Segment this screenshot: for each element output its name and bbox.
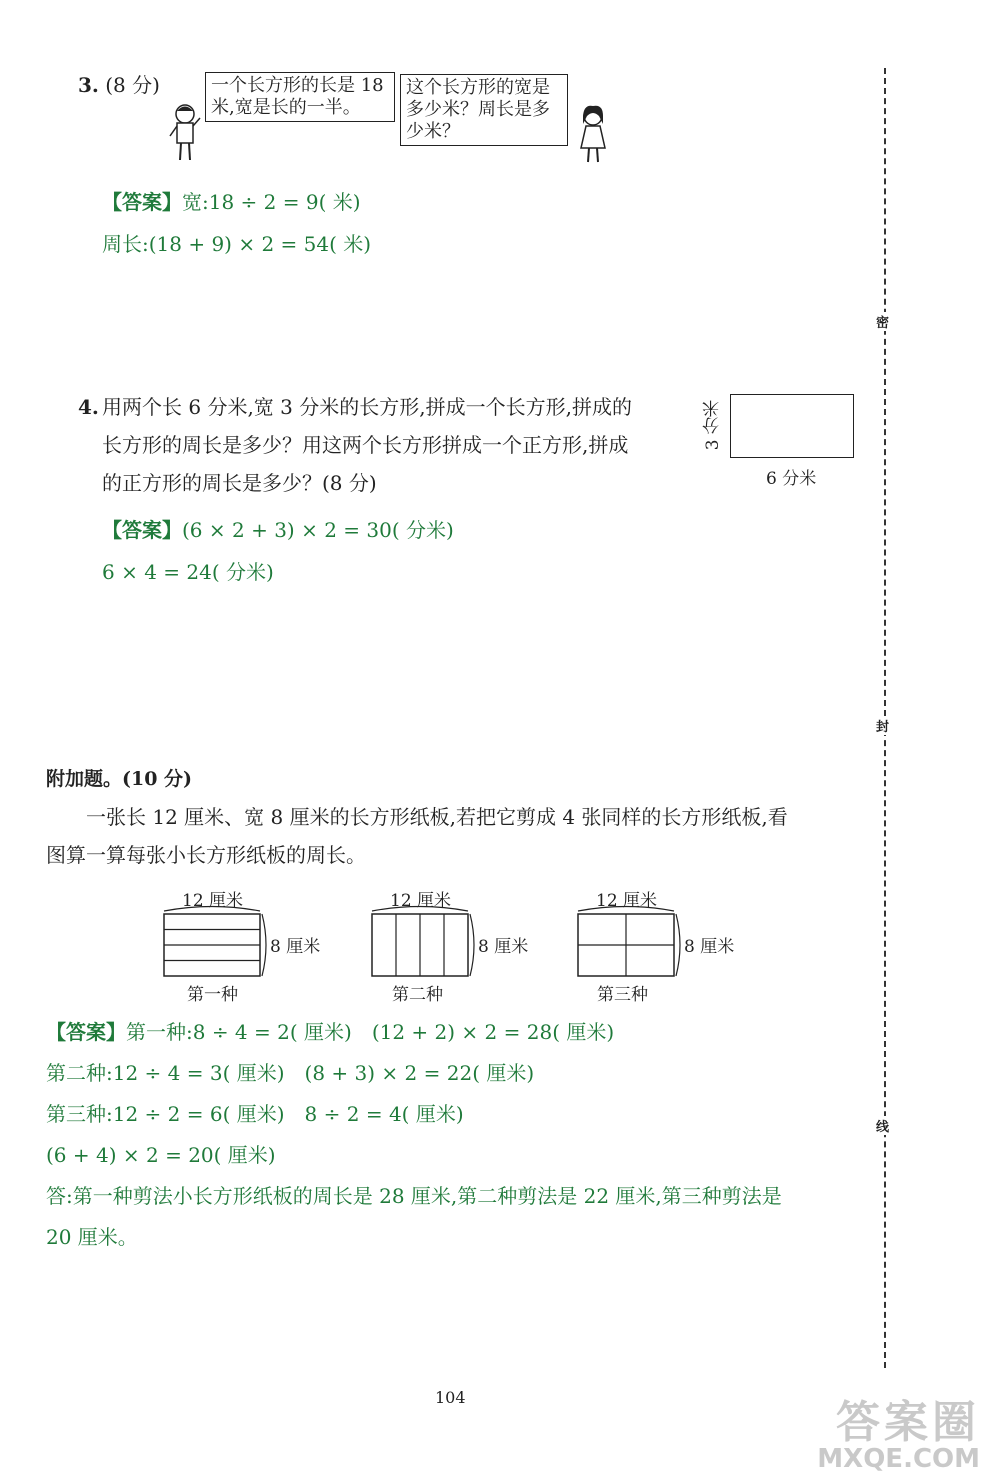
fig2-top-label: 12 厘米 [390, 891, 452, 911]
margin-char-line: 线 [876, 1116, 889, 1135]
bonus-answer-1-text: 第一种:8 ÷ 4 = 2( 厘米) (12 + 2) × 2 = 28( 厘米) [126, 1020, 615, 1044]
fig2-side-label: 8 厘米 [478, 937, 529, 957]
q4-text [102, 388, 632, 502]
bonus-text [46, 798, 856, 874]
boy-illustration [168, 102, 202, 164]
bubble-right-line: 这个长方形的宽是 [406, 77, 550, 98]
answer-tag: 【答案】 [102, 518, 182, 542]
speech-bubble-left [205, 72, 395, 122]
fig1-side-label: 8 厘米 [270, 937, 321, 957]
margin-char-seal: 密 [876, 312, 889, 331]
bonus-answer-1 [46, 1016, 614, 1045]
bubble-right-line: 多少米？周长是多 [406, 99, 550, 120]
fig3-side-label: 8 厘米 [684, 937, 735, 957]
q4-text-line: 的正方形的周长是多少？(8 分) [102, 471, 377, 495]
fig2-diagram [368, 904, 478, 980]
fig3-top-label: 12 厘米 [596, 891, 658, 911]
bonus-text-line: 一张长 12 厘米、宽 8 厘米的长方形纸板,若把它剪成 4 张同样的长方形纸板,看 [86, 805, 788, 829]
watermark [817, 1386, 980, 1474]
margin-char-closed: 封 [876, 716, 889, 735]
bonus-answer-4: (6 + 4) × 2 = 20( 厘米) [46, 1143, 276, 1167]
fig3-caption: 第三种 [597, 985, 648, 1005]
bonus-answer-5: 答:第一种剪法小长方形纸板的周长是 28 厘米,第二种剪法是 22 厘米,第三种剪法是 [46, 1184, 782, 1208]
bubble-left-line: 米,宽是长的一半。 [211, 97, 361, 118]
q3-score: (8 分) [105, 73, 160, 97]
q4-text-line: 用两个长 6 分米,宽 3 分米的长方形,拼成一个长方形,拼成的 [102, 395, 632, 419]
watermark-line2: MXQE.COM [817, 1444, 980, 1474]
bonus-answer-3: 第三种:12 ÷ 2 = 6( 厘米) 8 ÷ 2 = 4( 厘米) [46, 1102, 464, 1126]
answer-tag: 【答案】 [46, 1020, 126, 1044]
q4-answer-2: 6 × 4 = 24( 分米) [102, 560, 274, 584]
bonus-title: 附加题。(10 分) [46, 768, 193, 790]
girl-illustration [576, 104, 610, 166]
speech-bubble-right [400, 74, 568, 146]
q4-width-label: 6 分米 [766, 469, 817, 489]
answer-tag: 【答案】 [102, 190, 182, 214]
q4-answer-1 [102, 514, 454, 543]
q4-answer-1-text: (6 × 2 + 3) × 2 = 30( 分米) [182, 518, 454, 542]
q3-number: 3. [78, 73, 99, 97]
q3-answer-1 [102, 186, 361, 215]
q4-number-text: 4. [78, 395, 99, 419]
fig1-diagram [160, 904, 270, 980]
bonus-answer-6: 20 厘米。 [46, 1225, 138, 1249]
q3-header [78, 66, 160, 104]
q3-answer-2: 周长:(18 + 9) × 2 = 54( 米) [102, 232, 372, 256]
watermark-line1: 答案圈 [836, 1397, 980, 1448]
fig1-caption: 第一种 [187, 985, 238, 1005]
bubble-right-line: 少米？ [406, 121, 460, 142]
fig1-top-label: 12 厘米 [182, 891, 244, 911]
fig2-caption: 第二种 [392, 985, 443, 1005]
q4-rectangle-figure [730, 394, 854, 458]
q4-height-label: 3 分米 [703, 400, 723, 451]
q4-number [78, 388, 99, 426]
bonus-answer-2: 第二种:12 ÷ 4 = 3( 厘米) (8 + 3) × 2 = 22( 厘米) [46, 1061, 535, 1085]
bubble-left-line: 一个长方形的长是 18 [211, 75, 384, 96]
bonus-text-line: 图算一算每张小长方形纸板的周长。 [46, 843, 366, 867]
q3-answer-1-text: 宽:18 ÷ 2 = 9( 米) [182, 190, 361, 214]
page-number: 104 [435, 1388, 466, 1407]
q4-text-line: 长方形的周长是多少？用这两个长方形拼成一个正方形,拼成 [102, 433, 629, 457]
fig3-diagram [574, 904, 684, 980]
